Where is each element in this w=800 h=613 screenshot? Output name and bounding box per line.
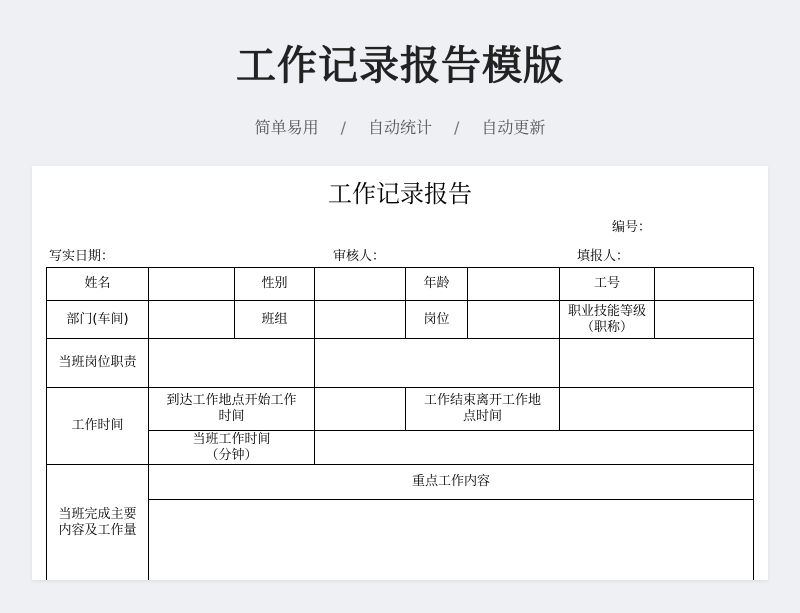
job-number-label: 工号 [593,276,620,291]
main-content-label [47,465,148,580]
skill-level-field[interactable] [655,301,753,338]
feature-separator: / [340,118,346,137]
record-date-label: 写实日期： [49,249,115,264]
team-label: 班组 [261,311,288,327]
main-content-label-line2: 内容及工作量 [58,522,137,538]
work-time-label: 工作时间 [71,418,124,433]
arrive-time-label [149,388,314,430]
name-field[interactable] [149,268,234,300]
leave-time-field[interactable] [560,388,753,430]
post-field[interactable] [468,301,559,338]
duties-field[interactable] [149,339,753,387]
job-number-field[interactable] [655,268,753,300]
name-label: 姓名 [84,276,111,291]
document-sheet [32,166,768,580]
gender-label: 性别 [261,276,288,291]
age-field[interactable] [468,268,559,300]
skill-level-label-line2: （职称） [580,319,633,335]
reviewer-label: 审核人： [333,249,386,264]
arrive-time-label-line1: 到达工作地点开始工作 [166,393,297,408]
leave-time-label-line2: 点时间 [462,409,502,424]
gender-field[interactable] [315,268,405,300]
shift-hours-label-line1: 当班工作时间 [192,431,271,447]
post-label: 岗位 [423,311,450,327]
arrive-time-label-line2: 时间 [218,409,245,424]
department-label: 部门(车间) [66,311,129,327]
arrive-time-field[interactable] [315,388,405,430]
shift-hours-field[interactable] [315,431,753,464]
age-label: 年龄 [423,276,450,291]
feature-auto-update: 自动更新 [481,118,546,137]
feature-list [0,115,800,138]
skill-level-label-line1: 职业技能等级 [567,303,646,319]
feature-separator: / [454,118,460,137]
page-title: 工作记录报告模版 [236,43,564,89]
main-content-label-line1: 当班完成主要 [58,506,137,522]
leave-time-label [406,388,559,430]
skill-level-label [560,301,654,338]
team-field[interactable] [315,301,405,338]
shift-hours-label-line2: （分钟） [205,447,258,463]
document-title: 工作记录报告 [328,180,472,208]
key-content-header: 重点工作内容 [411,474,490,489]
feature-easy: 简单易用 [254,118,319,137]
duties-label: 当班岗位职责 [58,355,137,370]
feature-auto-stat: 自动统计 [367,118,432,137]
key-content-field[interactable] [149,500,753,580]
shift-hours-label [149,431,314,464]
filler-label: 填报人： [577,249,630,264]
serial-number-label: 编号： [612,220,652,235]
leave-time-label-line1: 工作结束离开工作地 [423,393,541,408]
department-field[interactable] [149,301,234,338]
